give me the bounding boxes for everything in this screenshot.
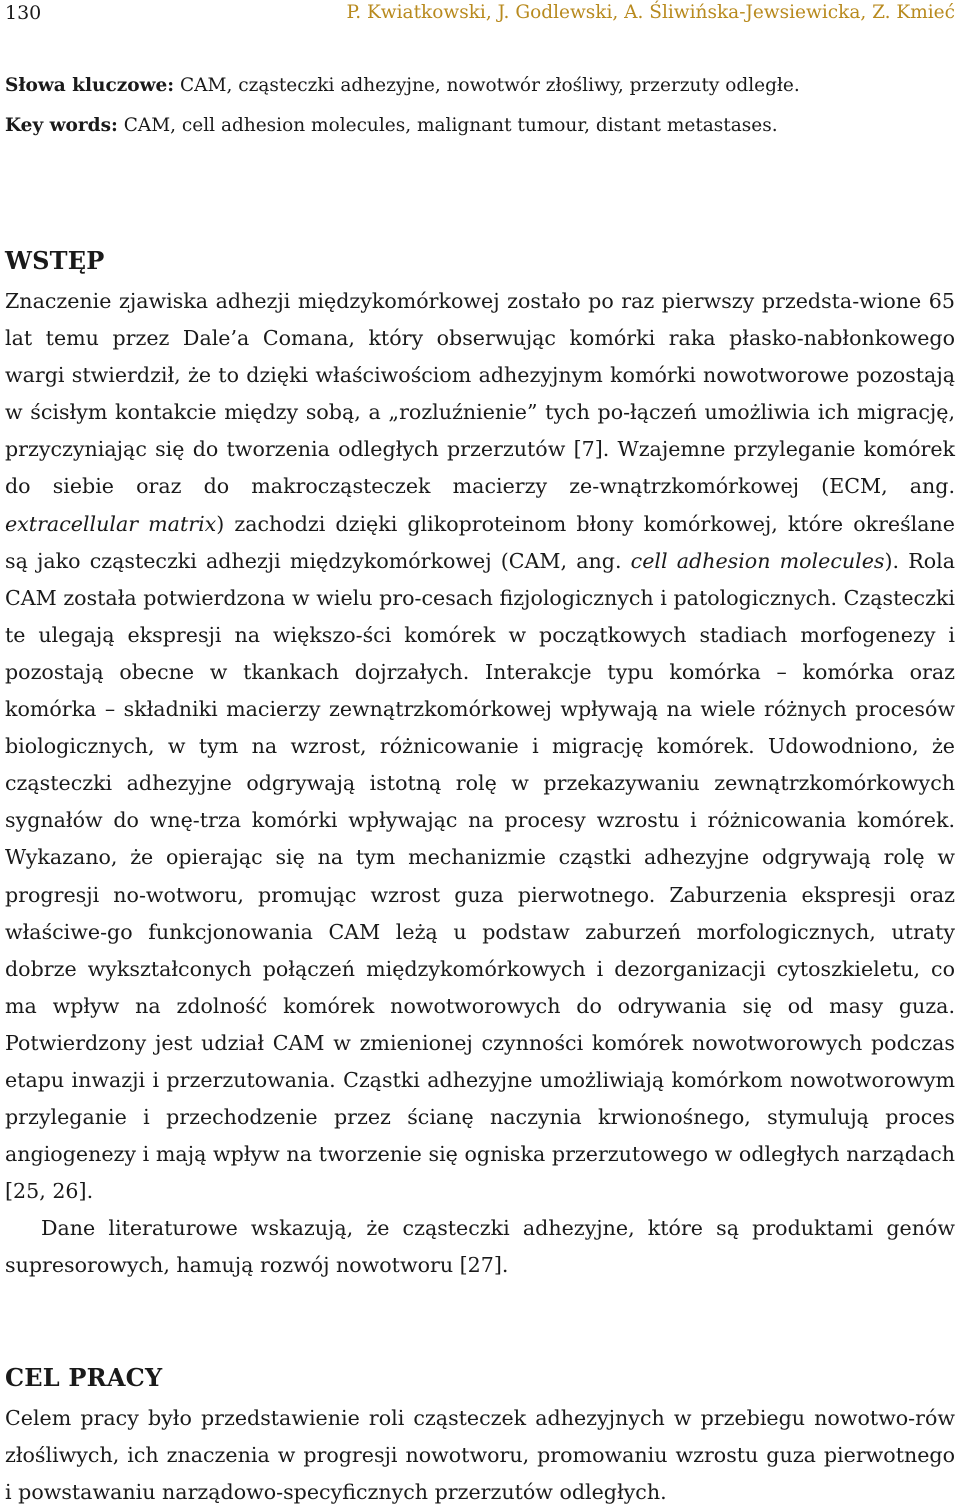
running-head-authors: P. Kwiatkowski, J. Godlewski, A. Śliwińska-Jewsiewicka, Z. Kmieć	[346, 2, 955, 23]
aim-body	[5, 1400, 955, 1511]
intro-text-part-3: ). Rola CAM została potwierdzona w wielu pro-cesach fizjologicznych i patologicznych. Cząsteczki te ulegają ekspresji na większo-ści komórek w początkowych stadiach morfogenezy i pozostają obecne w tkankach dojrzałych. Interakcje typu komórka – komórka oraz komórka – składniki macierzy zewnątrzkomórkowej wpływają na wiele różnych procesów biologicznych, w tym na wzrost, różnicowanie i migrację komórek. Udowodniono, że cząsteczki adhezyjne odgrywają istotną rolę w przekazywaniu zewnątrzkomórkowych sygnałów do wnę-trza komórki wpływając na procesy wzrostu i różnicowania komórek. Wykazano, że opierając się na tym mechanizmie cząstki adhezyjne odgrywają rolę w progresji no-wotworu, promując wzrost guza pierwotnego. Zaburzenia ekspresji oraz właściwe-go funkcjonowania CAM leżą u podstaw zaburzeń morfologicznych, utraty dobrze wykształconych połączeń międzykomórkowych i dezorganizacji cytoszkieletu, co ma wpływ na zdolność komórek nowotworowych do odrywania się od masy guza. Potwierdzony jest udział CAM w zmienionej czynności komórek nowotworowych podczas etapu inwazji i przerzutowania. Cząstki adhezyjne umożliwiają komórkom nowotworowym przyleganie i przechodzenie przez ścianę naczynia krwionośnego, stymulują proces angiogenezy i mają wpływ na tworzenie się ogniska przerzutowego w odległych narządach [25, 26].	[5, 548, 955, 1204]
intro-text-part-2: ) zachodzi dzięki glikoproteinom błony komórkowej, które określane są jako cząsteczki adhezji międzykomórkowej (CAM, ang.	[5, 511, 955, 573]
section-heading-aim: CEL PRACY	[5, 1363, 163, 1392]
keywords-polish-text: CAM, cząsteczki adhezyjne, nowotwór złośliwy, przerzuty odległe.	[174, 75, 800, 96]
section-heading-introduction: WSTĘP	[5, 246, 105, 275]
keywords-english-label: Key words:	[5, 115, 118, 136]
intro-italic-term-1: extracellular matrix	[5, 511, 217, 536]
aim-paragraph-1: Celem pracy było przedstawienie roli cząsteczek adhezyjnych w przebiegu nowotwo-rów złośliwych, ich znaczenia w progresji nowotworu, promowaniu wzrostu guza pierwotnego i powstawaniu narządowo-specyficznych przerzutów odległych.	[5, 1406, 955, 1505]
running-head	[5, 0, 955, 26]
introduction-paragraph-2: Dane literaturowe wskazują, że cząsteczki adhezyjne, które są produktami genów supresorowych, hamują rozwój nowotworu [27].	[5, 1216, 955, 1278]
keywords-english	[5, 114, 955, 138]
intro-text-part-1: Znaczenie zjawiska adhezji międzykomórkowej zostało po raz pierwszy przedsta-wione 65 lat temu przez Dale’a Comana, który obserwując komórki raka płasko-nabłonkowego wargi stwierdził, że to dzięki właściwościom adhezyjnym komórki nowotworowe pozostają w ścisłym kontakcie między sobą, a „rozluźnienie” tych po-łączeń umożliwia ich migrację, przyczyniając się do tworzenia odległych przerzutów [7]. Wzajemne przyleganie komórek do siebie oraz do makrocząsteczek macierzy ze-wnątrzkomórkowej (ECM, ang.	[5, 289, 955, 499]
keywords-polish-label: Słowa kluczowe:	[5, 75, 175, 96]
introduction-body	[5, 283, 955, 1285]
keywords-polish	[5, 74, 955, 98]
intro-italic-term-2: cell adhesion molecules	[630, 548, 885, 573]
page-number: 130	[5, 2, 42, 24]
keywords-english-text: CAM, cell adhesion molecules, malignant tumour, distant metastases.	[117, 115, 778, 136]
introduction-paragraph-1	[5, 283, 955, 1210]
